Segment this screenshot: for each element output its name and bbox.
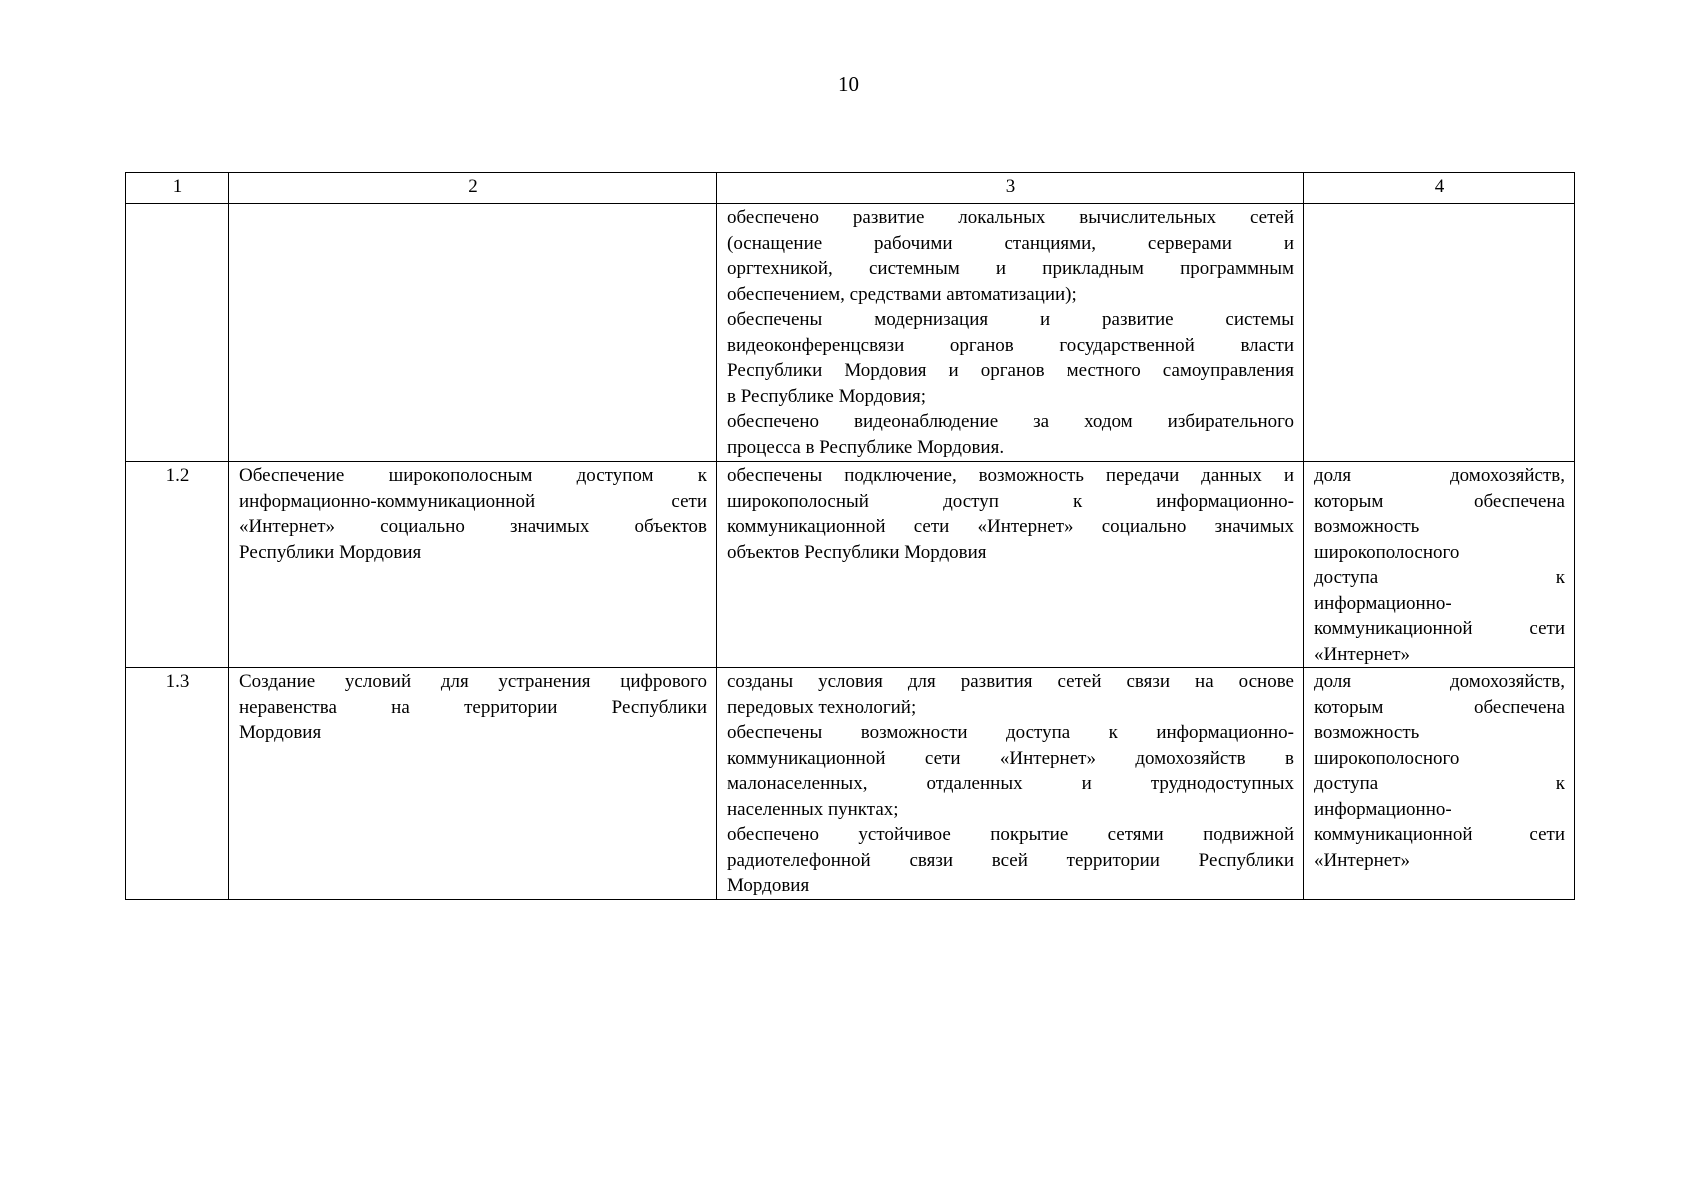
- program-table: [125, 172, 1575, 900]
- column-header-3: 3: [717, 173, 1304, 204]
- text-line: процесса в Республике Мордовия.: [727, 436, 1005, 458]
- text-line: доля домохозяйств,: [1314, 465, 1565, 486]
- text-line: созданы условия для развития сетей связи на основе: [727, 671, 1294, 692]
- header-row: [126, 173, 1575, 204]
- text-line: Республики Мордовия: [239, 541, 422, 563]
- text-line: информационно-коммуникационной сети: [239, 490, 707, 512]
- text-line: коммуникационной сети: [1314, 824, 1565, 845]
- text-line: обеспечено устойчивое покрытие сетями подвижной: [727, 824, 1294, 845]
- text-line: населенных пунктах;: [727, 798, 899, 820]
- result-cell: [717, 462, 1304, 668]
- text-line: широкополосного: [1314, 541, 1460, 563]
- table-row: [126, 204, 1575, 462]
- table-row: [126, 668, 1575, 900]
- row-number-cell: 1.2: [126, 462, 229, 668]
- text-line: передовых технологий;: [727, 696, 917, 718]
- text-line: Создание условий для устранения цифрового: [239, 671, 707, 692]
- indicator-cell: [1304, 462, 1575, 668]
- column-header-4: 4: [1304, 173, 1575, 204]
- indicator-cell: [1304, 668, 1575, 900]
- text-line: обеспечены подключение, возможность передачи данных и: [727, 465, 1294, 486]
- text-line: возможность: [1314, 516, 1420, 537]
- text-line: «Интернет» социально значимых объектов: [239, 516, 707, 537]
- text-line: видеоконференцсвязи органов государственной власти: [727, 334, 1294, 356]
- text-line: коммуникационной сети: [1314, 618, 1565, 639]
- row-number-cell: 1.3: [126, 668, 229, 900]
- text-line: Республики Мордовия и органов местного самоуправления: [727, 360, 1294, 381]
- task-cell: [229, 668, 717, 900]
- column-header-1: 1: [126, 173, 229, 204]
- text-line: коммуникационной сети «Интернет» домохозяйств в: [727, 747, 1294, 769]
- text-line: которым обеспечена: [1314, 490, 1565, 512]
- text-line: Мордовия: [727, 875, 810, 896]
- page-number: 10: [838, 72, 859, 96]
- text-line: обеспечены возможности доступа к информационно-: [727, 722, 1294, 743]
- text-line: информационно-: [1314, 798, 1452, 820]
- text-line: «Интернет»: [1314, 643, 1411, 665]
- text-line: доля домохозяйств,: [1314, 671, 1565, 692]
- text-line: обеспечением, средствами автоматизации);: [727, 283, 1077, 305]
- text-line: коммуникационной сети «Интернет» социально значимых: [727, 516, 1294, 537]
- table-row: [126, 462, 1575, 668]
- text-line: малонаселенных, отдаленных и труднодоступных: [727, 773, 1294, 794]
- text-line: обеспечены модернизация и развитие системы: [727, 309, 1294, 330]
- text-line: возможность: [1314, 722, 1420, 743]
- result-cell: [717, 668, 1304, 900]
- text-line: в Республике Мордовия;: [727, 385, 927, 407]
- task-cell: [229, 462, 717, 668]
- text-line: обеспечено развитие локальных вычислительных сетей: [727, 207, 1294, 228]
- indicator-cell: [1304, 204, 1575, 462]
- text-line: доступа к: [1314, 773, 1565, 794]
- text-line: широкополосного: [1314, 747, 1460, 769]
- text-line: оргтехникой, системным и прикладным программным: [727, 258, 1294, 279]
- task-cell: [229, 204, 717, 462]
- text-line: Мордовия: [239, 722, 322, 743]
- text-line: (оснащение рабочими станциями, серверами и: [727, 232, 1294, 254]
- text-line: которым обеспечена: [1314, 696, 1565, 718]
- text-line: обеспечено видеонаблюдение за ходом избирательного: [727, 411, 1294, 432]
- text-line: «Интернет»: [1314, 849, 1411, 871]
- text-line: широкополосный доступ к информационно-: [727, 490, 1294, 512]
- text-line: Обеспечение широкополосным доступом к: [239, 465, 707, 486]
- text-line: информационно-: [1314, 592, 1452, 614]
- row-number-cell: [126, 204, 229, 462]
- result-cell: [717, 204, 1304, 462]
- text-line: радиотелефонной связи всей территории Республики: [727, 849, 1294, 871]
- text-line: неравенства на территории Республики: [239, 696, 707, 718]
- text-line: доступа к: [1314, 567, 1565, 588]
- text-line: объектов Республики Мордовия: [727, 541, 987, 563]
- column-header-2: 2: [229, 173, 717, 204]
